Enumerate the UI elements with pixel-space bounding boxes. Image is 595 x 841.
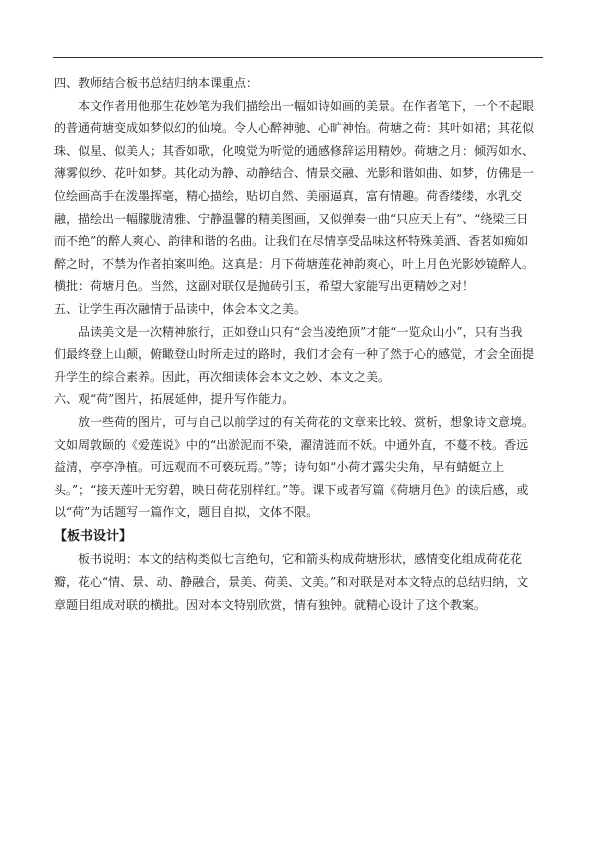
document-body <box>54 72 542 616</box>
section-4-line: 横批：荷塘月色。当然，这副对联仅是抛砖引玉，希望大家能写出更精妙之对！ <box>54 279 475 294</box>
board-design-heading: 【板书设计】 <box>54 528 133 544</box>
section-6-line: 以“荷”为话题写一篇作文，题目自拟，文体不限。 <box>54 505 319 520</box>
section-4-line: 融，描绘出一幅朦胧清雅、宁静温馨的精美图画，又似弹奏一曲“只应天上有”、“绕梁三日 <box>54 211 529 226</box>
section-6-title: 六、观“荷”图片，拓展延伸，提升写作能力。 <box>54 392 295 407</box>
section-6-line: 文如周敦颐的《爱莲说》中的“出淤泥而不染，濯清涟而不妖。中通外直，不蔓不枝。香远 <box>54 437 529 452</box>
section-5-line: 升学生的综合素养。因此，再次细读体会本文之妙、本文之美。 <box>54 369 391 384</box>
section-5-line: 们最终登上山颠，俯瞰登山时所走过的路时，我们才会有一种了然于心的感觉，才会全面提 <box>54 347 535 362</box>
section-5-title: 五、让学生再次融情于品读中，体会本文之美。 <box>54 301 307 316</box>
section-4-line: 珠、似星、似美人；其香如歌，化嗅觉为听觉的通感修辞运用精妙。荷塘之月：倾泻如水、 <box>54 143 535 158</box>
section-6-line: 益清，亭亭净植。可远观而不可亵玩焉。”等；诗句如“小荷才露尖尖角，早有蜻蜓立上 <box>54 460 505 475</box>
section-6-line: 放一些荷的图片，可与自己以前学过的有关荷花的文章来比较、赏析，想象诗文意境。 <box>78 414 535 429</box>
section-4-line: 醉之时，不禁为作者拍案叫绝。这真是：月下荷塘莲花神韵爽心，叶上月色光影妙镜醉人。 <box>54 256 535 271</box>
header-rule <box>53 57 543 58</box>
section-4-line: 的普通荷塘变成如梦似幻的仙境。令人心醉神驰、心旷神怡。荷塘之荷：其叶如裙；其花似 <box>54 121 535 136</box>
board-design-line: 板书说明：本文的结构类似七言绝句，它和箭头构成荷塘形状，感情变化组成荷花花 <box>78 552 523 567</box>
section-4-line: 本文作者用他那生花妙笔为我们描绘出一幅如诗如画的美景。在作者笔下，一个不起眼 <box>78 98 535 113</box>
section-4-line: 位绘画高手在泼墨挥毫，精心描绘，贴切自然、美丽逼真，富有情趣。荷香缕缕，水乳交 <box>54 188 523 203</box>
board-design-line: 瓣，花心“情、景、动、静融合，景美、荷美、文美。”和对联是对本文特点的总结归纳，文 <box>54 575 529 590</box>
section-4-title: 四、教师结合板书总结归纳本课重点： <box>54 76 259 90</box>
section-4-line: 而不绝”的醉人爽心、韵律和谐的名曲。让我们在尽情享受品味这杯特殊美酒、香茗如痴如 <box>54 234 529 249</box>
board-design-line: 章题目组成对联的横批。因对本文特别欣赏，情有独钟。就精心设计了这个教案。 <box>54 597 487 612</box>
section-6-line: 头。”；“接天莲叶无穷碧，映日荷花别样红。”等。课下或者写篇《荷塘月色》的读后感，或 <box>54 482 529 497</box>
section-4-line: 薄雾似纱、花叶如梦。其化动为静、动静结合、情景交融、光影和谐如曲、如梦，仿佛是一 <box>54 166 535 181</box>
section-5-line: 品读美文是一次精神旅行，正如登山只有“会当凌绝顶”才能“一览众山小”，只有当我 <box>78 324 523 339</box>
